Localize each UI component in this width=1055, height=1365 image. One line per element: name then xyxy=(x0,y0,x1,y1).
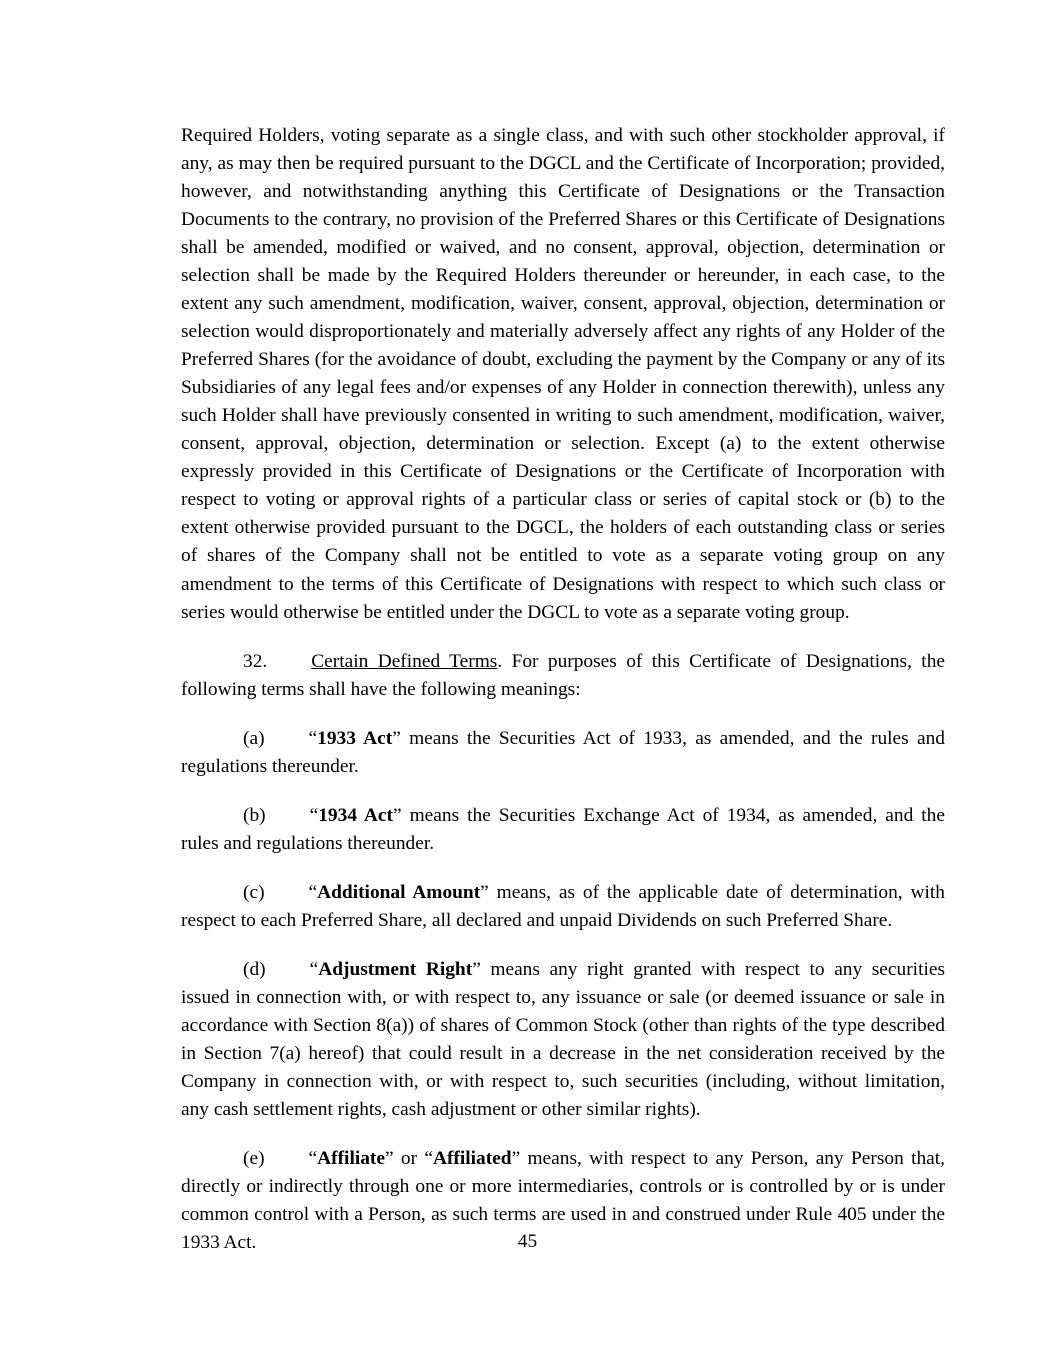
section-32-heading: Certain Defined Terms xyxy=(311,650,498,672)
definition-paragraph xyxy=(181,879,945,935)
definition-text: means, with respect to any Person, any Person that, directly or indirectly through one or more intermediaries, controls or is controlled by or is under common control with a Person, as such terms are used in and construed under Rule 405 under the 1933 Act. xyxy=(181,1148,945,1254)
quote-open: “ xyxy=(308,1148,318,1169)
quote-open: “ xyxy=(308,727,318,749)
quote-open: “ xyxy=(308,881,318,903)
defined-term: Affiliate xyxy=(317,1148,385,1169)
definition-marker: (e) xyxy=(243,1148,265,1169)
defined-term-alt: Affiliated xyxy=(432,1148,512,1169)
definition-paragraph xyxy=(181,802,945,858)
quote-close: ” xyxy=(472,958,481,980)
section-32 xyxy=(181,648,945,704)
paragraph-text: Required Holders, voting separate as a single class, and with such other stockholder approval, if any, as may then be required pursuant to the DGCL and the Certificate of Incorporation; provided, however, and notwithstanding anything this Certificate of Designations or the Transaction Documents to the contrary, no provision of the Preferred Shares or this Certificate of Designations shall be amended, modified or waived, and no consent, approval, objection, determination or selection shall be made by the Required Holders thereunder or hereunder, in each case, to the extent any such amendment, modification, waiver, consent, approval, objection, determination or selection would disproportionately and materially adversely affect any rights of any Holder of the Preferred Shares (for the avoidance of doubt, excluding the payment by the Company or any of its Subsidiaries of any legal fees and/or expenses of any Holder in connection therewith), unless any such Holder shall have previously consented in writing to such amendment, modification, waiver, consent, approval, objection, determination or selection. Except (a) to the extent otherwise expressly provided in this Certificate of Designations or the Certificate of Incorporation with respect to voting or approval rights of a particular class or series of capital stock or (b) to the extent otherwise provided pursuant to the DGCL, the holders of each outstanding class or series of shares of the Company shall not be entitled to vote as a separate voting group on any amendment to the terms of this Certificate of Designations with respect to which such class or series would otherwise be entitled under the DGCL to vote as a separate voting group. xyxy=(181,125,945,623)
definition-text: means the Securities Exchange Act of 1934, as amended, and the rules and regulations thereunder. xyxy=(181,804,945,854)
defined-term: 1934 Act xyxy=(318,804,393,826)
quote-close: ” xyxy=(511,1148,521,1169)
quote-close: ” xyxy=(480,881,489,903)
definition-text: means, as of the applicable date of determination, with respect to each Preferred Share, all declared and unpaid Dividends on such Preferred Share. xyxy=(181,881,945,931)
section-32-leadin: . For purposes of this Certificate of Designations, the following terms shall have the following meanings: xyxy=(181,650,945,700)
quote-close: ” xyxy=(392,727,401,749)
section-32-number: 32. xyxy=(243,650,268,672)
quote-open: “ xyxy=(309,958,319,980)
definition-paragraph xyxy=(181,725,945,781)
paragraph-continued xyxy=(181,122,945,627)
defined-term: Additional Amount xyxy=(317,881,481,903)
definition-marker: (b) xyxy=(243,804,266,826)
quote-close: ” xyxy=(393,804,402,826)
definition-marker: (d) xyxy=(243,958,266,980)
definition-a xyxy=(181,725,945,781)
definition-b xyxy=(181,802,945,858)
page-body xyxy=(181,122,945,1257)
term-joiner: ” or “ xyxy=(384,1148,433,1169)
definition-marker: (a) xyxy=(243,727,265,749)
defined-term: 1933 Act xyxy=(317,727,393,749)
definition-d xyxy=(181,956,945,1124)
defined-term: Adjustment Right xyxy=(318,958,473,980)
definition-text: means any right granted with respect to any securities issued in connection with, or with respect to, any issuance or sale (or deemed issuance or sale in accordance with Section 8(a)) of shares of Common Stock (other than rights of the type described in Section 7(a) hereof) that could result in a decrease in the net consideration received by the Company in connection with, or with respect to, such securities (including, without limitation, any cash settlement rights, cash adjustment or other similar rights). xyxy=(181,958,945,1120)
section-32-paragraph xyxy=(181,648,945,704)
definition-c xyxy=(181,879,945,935)
quote-open: “ xyxy=(309,804,319,826)
page-number: 45 xyxy=(517,1231,538,1252)
definition-text: means the Securities Act of 1933, as amended, and the rules and regulations thereunder. xyxy=(181,727,945,777)
definition-marker: (c) xyxy=(243,881,265,903)
definition-paragraph xyxy=(181,956,945,1124)
